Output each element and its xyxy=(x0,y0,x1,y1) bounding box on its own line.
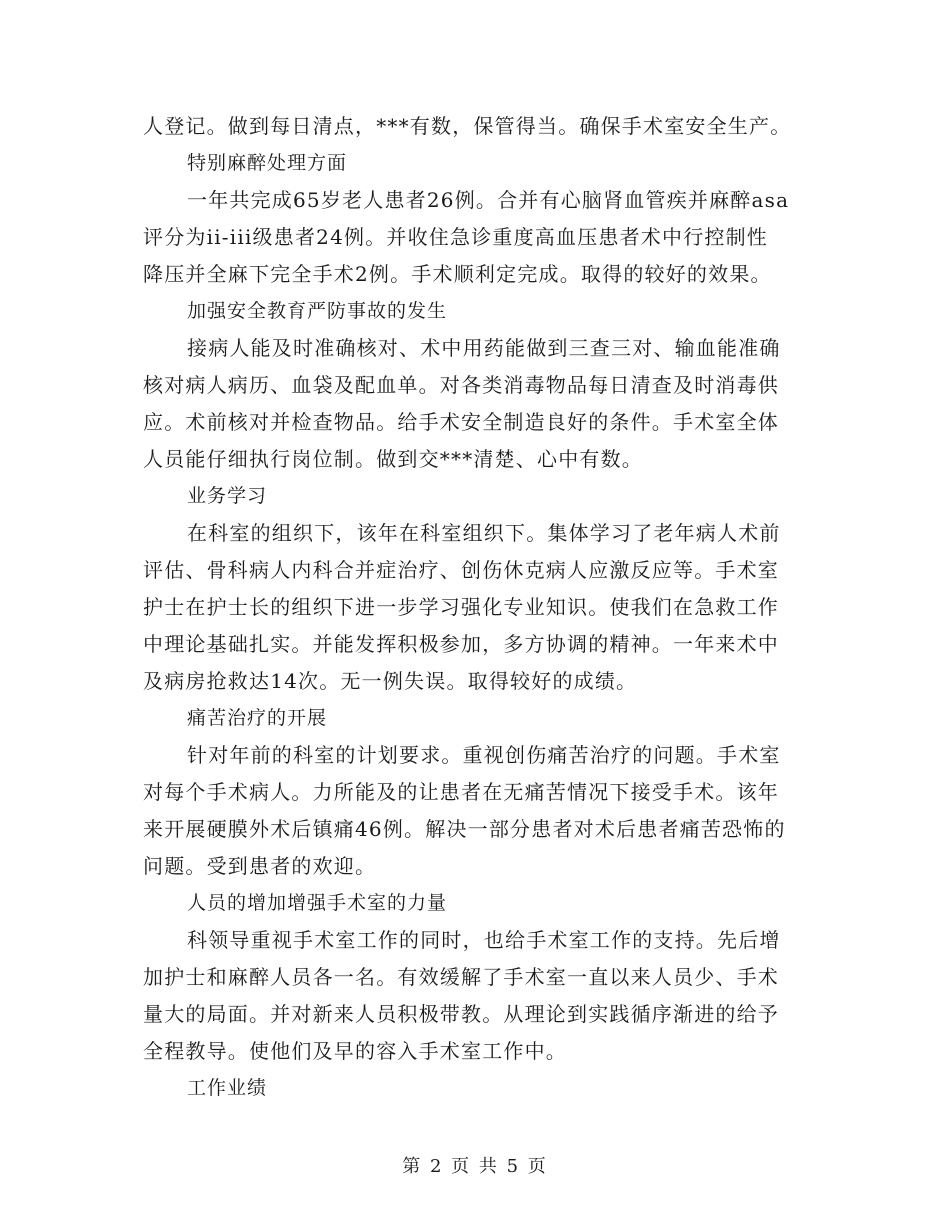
document-body xyxy=(143,108,808,1107)
paragraph-line: 评分为ii-iii级患者24例。并收住急诊重度高血压患者术中行控制性 xyxy=(143,225,768,249)
paragraph-line: 加护士和麻醉人员各一名。有效缓解了手术室一直以来人员少、手术 xyxy=(143,965,779,989)
paragraph-first-line: 接病人能及时准确核对、术中用药能做到三查三对、输血能准确 xyxy=(187,336,781,360)
paragraph-line: 中理论基础扎实。并能发挥积极参加，多方协调的精神。一年来术中 xyxy=(143,632,779,656)
page-footer: 第 2 页 共 5 页 xyxy=(402,1156,548,1177)
paragraph-line: 对每个手术病人。力所能及的让患者在无痛苦情况下接受手术。该年 xyxy=(143,780,779,804)
section-heading: 特别麻醉处理方面 xyxy=(187,152,348,174)
section-heading: 加强安全教育严防事故的发生 xyxy=(187,300,448,322)
paragraph-first-line: 一年共完成65岁老人患者26例。合并有心脑肾血管疾并麻醉asa xyxy=(187,188,790,212)
section-heading: 痛苦治疗的开展 xyxy=(187,707,328,729)
paragraph-line: 量大的局面。并对新来人员积极带教。从理论到实践循序渐进的给予 xyxy=(143,1002,779,1026)
paragraph-first-line: 科领导重视手术室工作的同时，也给手术室工作的支持。先后增 xyxy=(187,928,781,952)
paragraph-first-line: 在科室的组织下，该年在科室组织下。集体学习了老年病人术前 xyxy=(187,521,781,545)
paragraph-line: 应。术前核对并检查物品。给手术安全制造良好的条件。手术室全体 xyxy=(143,410,779,434)
section-heading: 业务学习 xyxy=(187,485,268,507)
paragraph-line: 全程教导。使他们及早的容入手术室工作中。 xyxy=(143,1039,567,1063)
paragraph-line: 及病房抢救达14次。无一例失误。取得较好的成绩。 xyxy=(143,669,638,693)
paragraph-line: 问题。受到患者的欢迎。 xyxy=(143,854,377,878)
paragraph-line: 人登记。做到每日清点，***有数，保管得当。确保手术室安全生产。 xyxy=(143,114,792,138)
paragraph-line: 核对病人病历、血袋及配血单。对各类消毒物品每日清查及时消毒供 xyxy=(143,373,779,397)
paragraph-line: 护士在护士长的组织下进一步学习强化专业知识。使我们在急救工作 xyxy=(143,595,779,619)
paragraph-line: 评估、骨科病人内科合并症治疗、创伤休克病人应激反应等。手术室 xyxy=(143,558,779,582)
section-heading: 人员的增加增强手术室的力量 xyxy=(187,892,448,914)
paragraph-line: 人员能仔细执行岗位制。做到交***清楚、心中有数。 xyxy=(143,447,643,471)
paragraph-line: 来开展硬膜外术后镇痛46例。解决一部分患者对术后患者痛苦恐怖的 xyxy=(143,817,786,841)
paragraph-line: 降压并全麻下完全手术2例。手术顺利定完成。取得的较好的效果。 xyxy=(143,262,772,286)
section-heading: 工作业绩 xyxy=(187,1077,268,1099)
paragraph-first-line: 针对年前的科室的计划要求。重视创伤痛苦治疗的问题。手术室 xyxy=(187,743,781,767)
